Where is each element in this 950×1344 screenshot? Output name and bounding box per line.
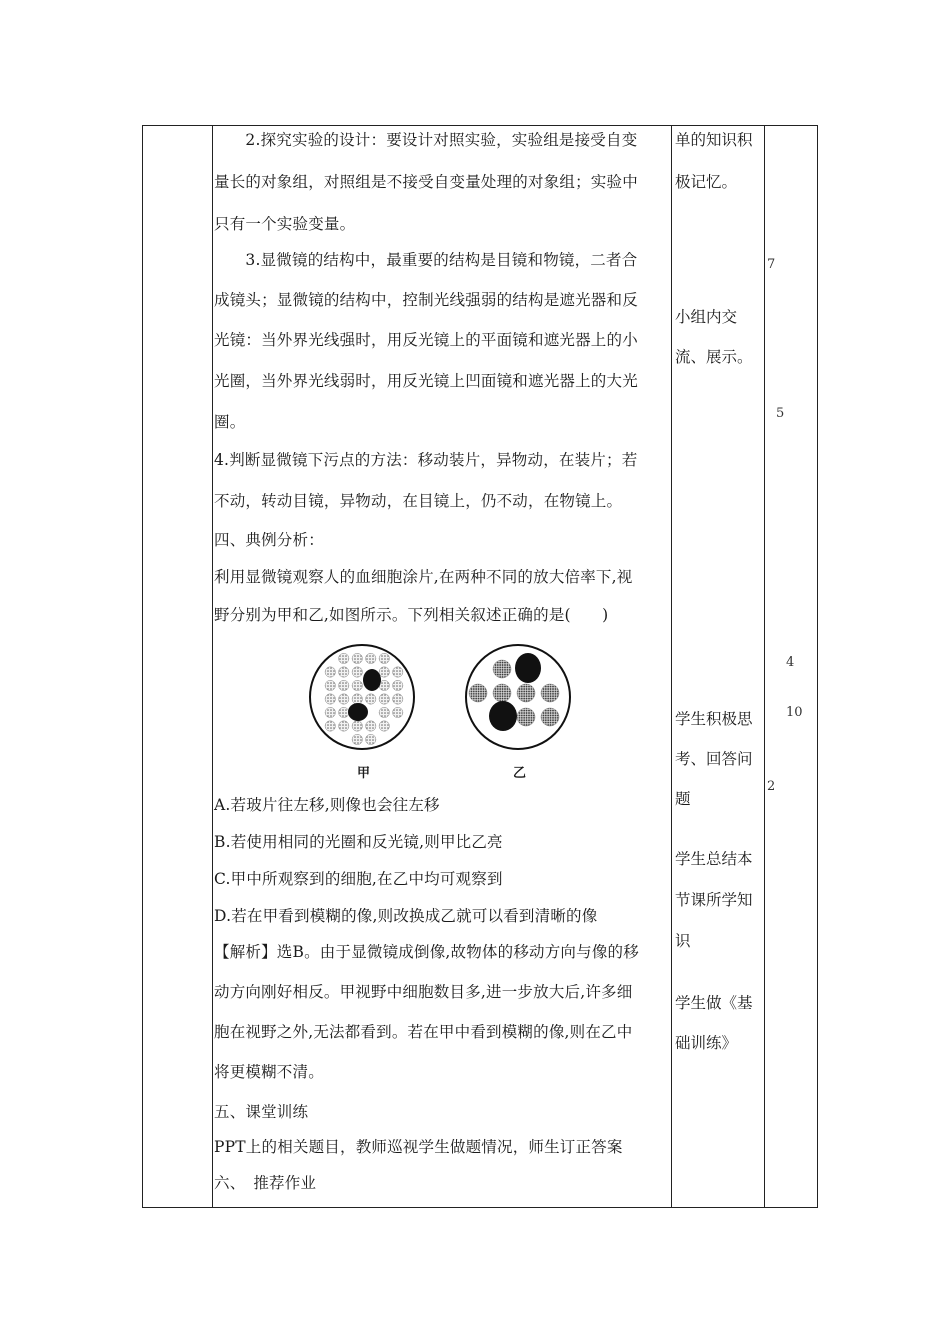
red-blood-cell [352, 667, 362, 677]
red-blood-cell [379, 721, 389, 731]
option-c: C.甲中所观察到的细胞,在乙中均可观察到 [214, 870, 503, 888]
figure-label-left: 甲 [357, 766, 371, 781]
white-blood-cell [363, 669, 381, 691]
time-value: 2 [767, 779, 776, 794]
column-divider-2 [671, 125, 672, 1208]
question-stem: 野分别为甲和乙,如图所示。下列相关叙述正确的是( ) [214, 606, 609, 624]
content-line: 量长的对象组，对照组是不接受自变量处理的对象组；实验中 [214, 173, 638, 191]
red-blood-cell [379, 707, 389, 717]
analysis-line: 将更模糊不清。 [214, 1063, 324, 1081]
microscope-figure [300, 640, 630, 785]
time-value: 5 [776, 406, 785, 421]
content-line: 光镜：当外界光线强时，用反光镜上的平面镜和遮光器上的小 [214, 331, 638, 349]
activity-line: 极记忆。 [675, 173, 738, 191]
red-blood-cell [493, 660, 511, 678]
column-divider-1 [212, 125, 213, 1208]
red-blood-cell [541, 684, 559, 702]
red-blood-cell [379, 653, 389, 663]
option-b: B.若使用相同的光圈和反光镜,则甲比乙亮 [214, 833, 503, 851]
red-blood-cell [366, 653, 376, 663]
red-blood-cell [325, 721, 335, 731]
time-value: 7 [767, 257, 776, 272]
activity-line: 学生总结本 [675, 850, 753, 868]
white-blood-cell [489, 701, 517, 731]
field-yi [466, 645, 570, 749]
red-blood-cell [325, 694, 335, 704]
activity-line: 流、展示。 [675, 348, 753, 366]
content-line: 不动，转动目镜，异物动，在目镜上，仍不动，在物镜上。 [214, 492, 623, 510]
time-value: 4 [786, 655, 795, 670]
activity-line: 考、回答问 [675, 750, 753, 768]
red-blood-cell [393, 680, 403, 690]
red-blood-cell [352, 653, 362, 663]
red-blood-cell [325, 680, 335, 690]
white-blood-cell [515, 653, 541, 683]
content-line: PPT上的相关题目，教师巡视学生做题情况，师生订正答案 [214, 1138, 623, 1156]
red-blood-cell [379, 667, 389, 677]
content-line: 3.显微镜的结构中，最重要的结构是目镜和物镜，二者合 [214, 251, 638, 269]
content-line: 成镜头；显微镜的结构中，控制光线强弱的结构是遮光器和反 [214, 291, 638, 309]
activity-line: 学生做《基 [675, 994, 753, 1012]
red-blood-cell [325, 707, 335, 717]
red-blood-cell [366, 721, 376, 731]
content-line: 圈。 [214, 413, 246, 431]
option-a: A.若玻片往左移,则像也会往左移 [214, 796, 440, 814]
red-blood-cell [352, 680, 362, 690]
red-blood-cell [379, 694, 389, 704]
analysis-line: 【解析】选B。由于显微镜成倒像,故物体的移动方向与像的移 [214, 943, 639, 961]
red-blood-cell [339, 707, 349, 717]
section-heading: 五、课堂训练 [214, 1103, 309, 1121]
red-blood-cell [393, 667, 403, 677]
red-blood-cell [339, 653, 349, 663]
microscope-fields-svg [300, 640, 630, 785]
red-blood-cell [393, 694, 403, 704]
option-d: D.若在甲看到模糊的像,则改换成乙就可以看到清晰的像 [214, 907, 598, 925]
red-blood-cell [339, 721, 349, 731]
red-blood-cell [393, 707, 403, 717]
content-line: 4.判断显微镜下污点的方法：移动装片，异物动，在装片；若 [214, 451, 638, 469]
analysis-line: 动方向刚好相反。甲视野中细胞数目多,进一步放大后,许多细 [214, 983, 633, 1001]
red-blood-cell [469, 684, 487, 702]
red-blood-cell [352, 721, 362, 731]
red-blood-cell [541, 708, 559, 726]
red-blood-cell [517, 708, 535, 726]
content-line: 光圈，当外界光线弱时，用反光镜上凹面镜和遮光器上的大光 [214, 372, 638, 390]
content-line: 2.探究实验的设计：要设计对照实验，实验组是接受自变 [214, 131, 638, 149]
activity-line: 题 [675, 790, 691, 808]
figure-label-right: 乙 [513, 766, 527, 781]
white-blood-cell [348, 703, 368, 721]
red-blood-cell [493, 684, 511, 702]
activity-line: 识 [675, 932, 691, 950]
red-blood-cell [366, 694, 376, 704]
content-line: 只有一个实验变量。 [214, 215, 356, 233]
section-heading: 四、典例分析： [214, 531, 324, 549]
activity-line: 节课所学知 [675, 891, 753, 909]
activity-line: 础训练》 [675, 1034, 738, 1052]
red-blood-cell [366, 734, 376, 744]
column-divider-3 [764, 125, 765, 1208]
red-blood-cell [339, 667, 349, 677]
activity-line: 小组内交 [675, 308, 738, 326]
red-blood-cell [352, 734, 362, 744]
question-stem: 利用显微镜观察人的血细胞涂片,在两种不同的放大倍率下,视 [214, 568, 633, 586]
field-jia [310, 645, 414, 749]
section-heading: 六、 推荐作业 [214, 1174, 317, 1192]
analysis-line: 胞在视野之外,无法都看到。若在甲中看到模糊的像,则在乙中 [214, 1023, 633, 1041]
red-blood-cell [339, 680, 349, 690]
activity-line: 学生积极思 [675, 710, 753, 728]
activity-line: 单的知识积 [675, 131, 753, 149]
red-blood-cell [352, 694, 362, 704]
red-blood-cell [325, 667, 335, 677]
time-value: 10 [786, 705, 803, 720]
red-blood-cell [517, 684, 535, 702]
red-blood-cell [339, 694, 349, 704]
